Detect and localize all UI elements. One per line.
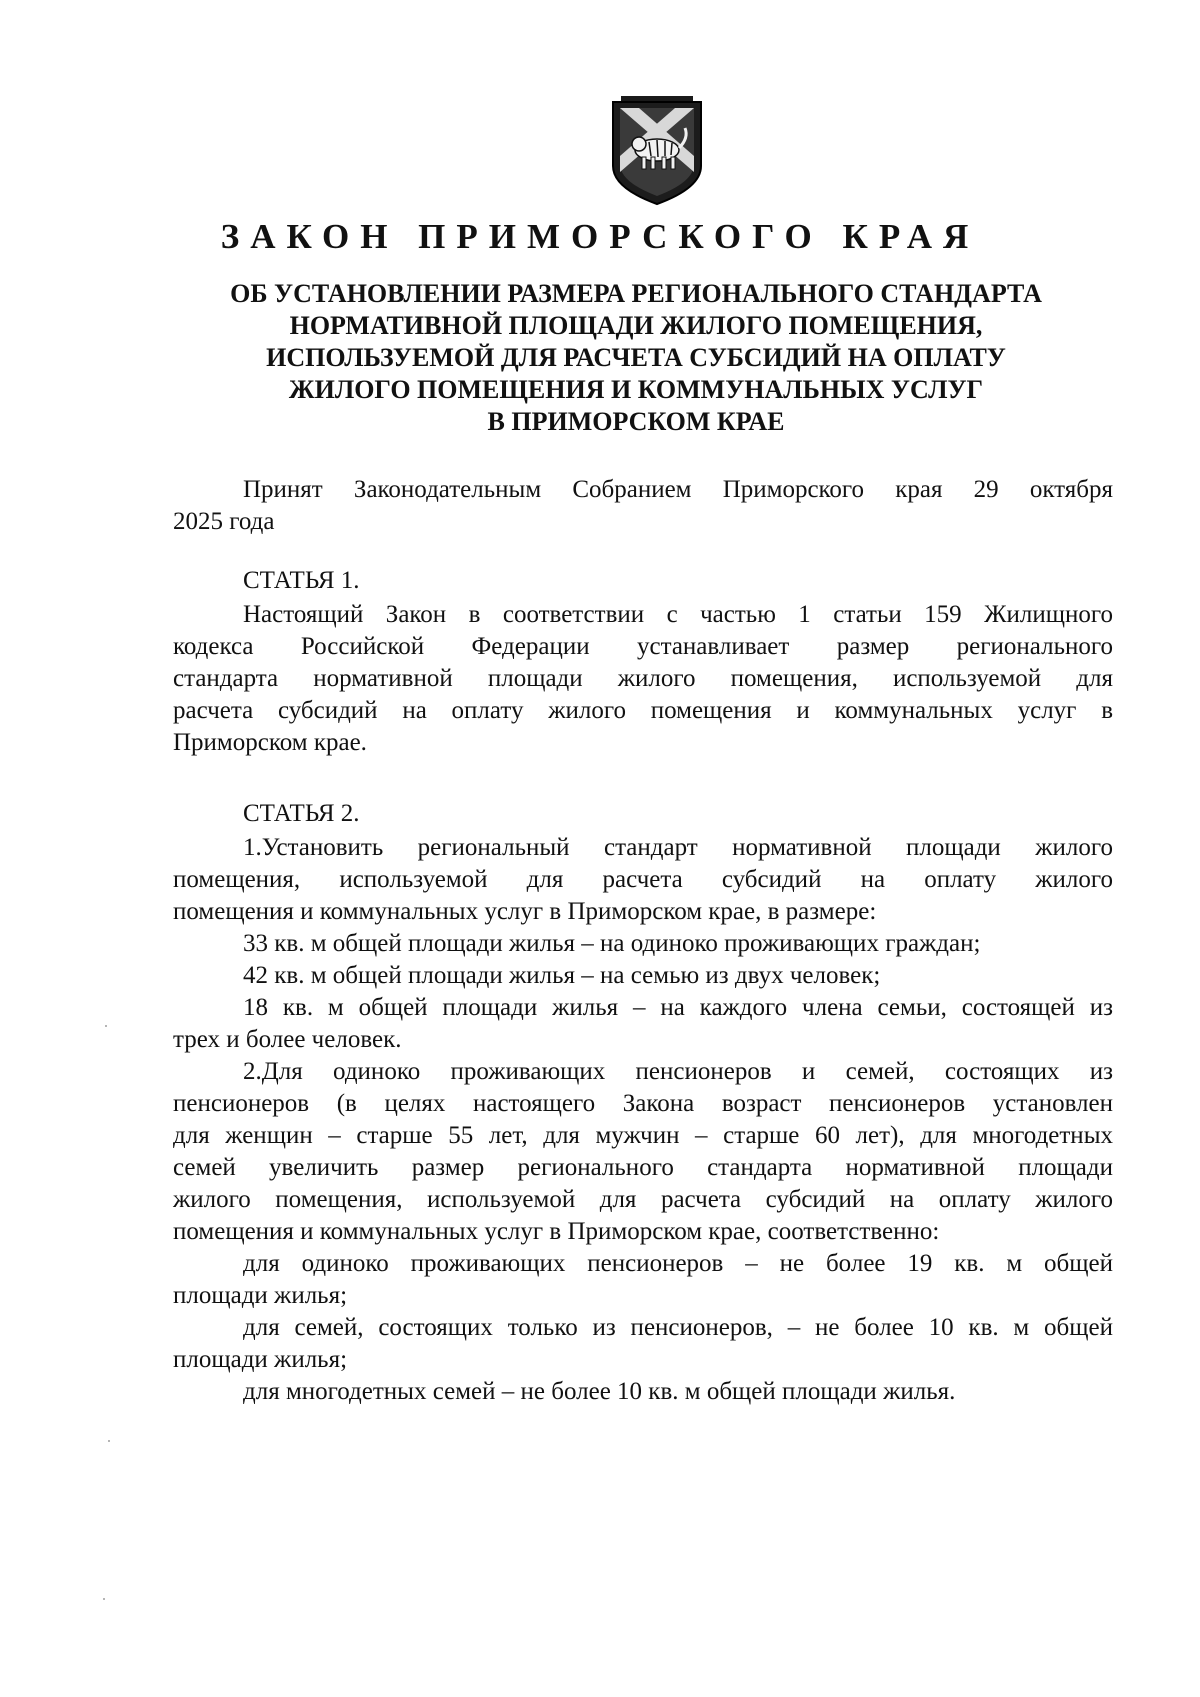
- article-heading-text: СТАТЬЯ 1.: [243, 567, 360, 594]
- adoption-line: 2025 года: [173, 508, 275, 535]
- article-2-heading: [173, 798, 1113, 830]
- article-line: Настоящий Закон в соответствии с частью 1 статьи 159 Жилищного: [243, 601, 1113, 628]
- law-title: ЗАКОН ПРИМОРСКОГО КРАЯ: [220, 217, 980, 256]
- article-line: Приморском крае.: [173, 729, 367, 756]
- article-1-heading: [173, 565, 1113, 597]
- article-line: помещения и коммунальных услуг в Приморском крае, в размере:: [173, 898, 877, 925]
- subtitle-line: ОБ УСТАНОВЛЕНИИ РАЗМЕРА РЕГИОНАЛЬНОГО СТАНДАРТА: [230, 279, 1042, 308]
- article-line: 33 кв. м общей площади жилья – на одиноко проживающих граждан;: [243, 930, 981, 957]
- article-line: для одиноко проживающих пенсионеров – не более 19 кв. м общей: [243, 1250, 1113, 1277]
- article-line: жилого помещения, используемой для расчета субсидий на оплату жилого: [173, 1186, 1113, 1213]
- article-line: семей увеличить размер регионального стандарта нормативной площади: [173, 1154, 1113, 1181]
- adoption-line: Принят Законодательным Собранием Приморского края 29 октября: [243, 476, 1113, 503]
- article-line: кодекса Российской Федерации устанавливает размер регионального: [173, 633, 1113, 660]
- scan-speck: [108, 1440, 110, 1442]
- article-line: стандарта нормативной площади жилого помещения, используемой для: [173, 665, 1113, 692]
- article-line: помещения, используемой для расчета субсидий на оплату жилого: [173, 866, 1113, 893]
- article-2-body: [173, 832, 1113, 1408]
- scan-speck: [103, 1598, 105, 1600]
- subtitle-line: В ПРИМОРСКОМ КРАЕ: [487, 407, 785, 436]
- coat-of-arms-icon: [607, 94, 707, 206]
- article-line: пенсионеров (в целях настоящего Закона возраст пенсионеров установлен: [173, 1090, 1113, 1117]
- article-line: для многодетных семей – не более 10 кв. м общей площади жилья.: [243, 1378, 956, 1405]
- adoption-statement: [173, 474, 1113, 538]
- article-line: площади жилья;: [173, 1282, 348, 1309]
- article-line: трех и более человек.: [173, 1026, 402, 1053]
- article-line: площади жилья;: [173, 1346, 348, 1373]
- subtitle-line: ИСПОЛЬЗУЕМОЙ ДЛЯ РАСЧЕТА СУБСИДИЙ НА ОПЛАТУ: [266, 343, 1006, 372]
- article-heading-text: СТАТЬЯ 2.: [243, 800, 360, 827]
- article-line: расчета субсидий на оплату жилого помещения и коммунальных услуг в: [173, 697, 1113, 724]
- article-line: для семей, состоящих только из пенсионеров, – не более 10 кв. м общей: [243, 1314, 1113, 1341]
- article-1-body: [173, 599, 1113, 759]
- subtitle-line: ЖИЛОГО ПОМЕЩЕНИЯ И КОММУНАЛЬНЫХ УСЛУГ: [288, 375, 984, 404]
- article-line: для женщин – старше 55 лет, для мужчин – старше 60 лет), для многодетных: [173, 1122, 1113, 1149]
- law-subtitle: [160, 278, 1112, 438]
- article-line: помещения и коммунальных услуг в Приморском крае, соответственно:: [173, 1218, 940, 1245]
- subtitle-line: НОРМАТИВНОЙ ПЛОЩАДИ ЖИЛОГО ПОМЕЩЕНИЯ,: [289, 311, 983, 340]
- article-line: 18 кв. м общей площади жилья – на каждого члена семьи, состоящей из: [243, 994, 1113, 1021]
- article-line: 42 кв. м общей площади жилья – на семью из двух человек;: [243, 962, 881, 989]
- article-line: 1.Установить региональный стандарт нормативной площади жилого: [243, 834, 1113, 861]
- scan-speck: [105, 1025, 107, 1027]
- article-line: 2.Для одиноко проживающих пенсионеров и семей, состоящих из: [243, 1058, 1113, 1085]
